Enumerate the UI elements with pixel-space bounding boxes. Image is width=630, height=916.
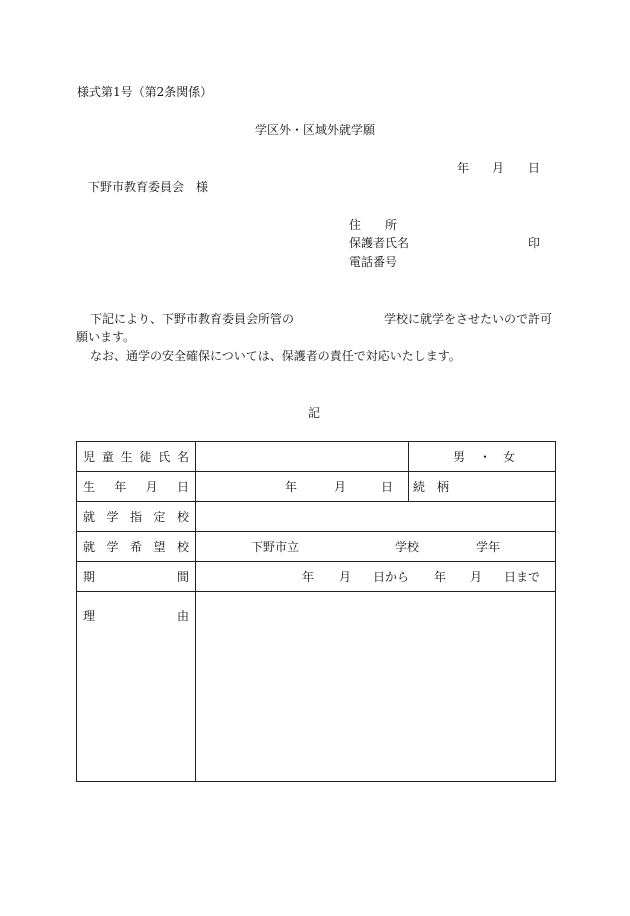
row-divider — [77, 471, 555, 472]
row-divider — [77, 561, 555, 562]
birth-year: 年 — [285, 480, 298, 494]
gender-female: 女 — [503, 450, 516, 464]
guardian-name-label: 保護者氏名 — [349, 236, 410, 250]
relation-label: 続 柄 — [413, 480, 450, 494]
body-line1-b: 学校に就学をさせたいので許可 — [384, 312, 553, 326]
period-to-month: 月 — [470, 570, 483, 584]
addressee: 下野市教育委員会 様 — [88, 180, 209, 194]
birth-day: 日 — [381, 480, 394, 494]
birth-label: 生 年 月 日 — [83, 480, 189, 494]
date-day: 日 — [528, 161, 541, 175]
address-label: 住 所 — [349, 218, 398, 232]
gender-separator: ・ — [479, 450, 492, 464]
desired-school-suffix: 学校 — [395, 540, 420, 554]
application-table — [76, 441, 556, 782]
phone-label: 電話番号 — [349, 255, 398, 269]
period-label: 期 間 — [83, 570, 189, 584]
period-from-day: 日から — [373, 570, 410, 584]
body-line1-a: 下記により、下野市教育委員会所管の — [90, 312, 295, 326]
ki-heading: 記 — [308, 406, 321, 420]
seal-mark: 印 — [528, 236, 541, 250]
date-month: 月 — [492, 161, 505, 175]
column-divider — [408, 442, 409, 501]
body-line3: なお、通学の安全確保については、保護者の責任で対応いたします。 — [90, 349, 461, 363]
birth-month: 月 — [334, 480, 347, 494]
designated-school-label: 就 学 指 定 校 — [83, 510, 189, 524]
period-to-day: 日まで — [504, 570, 541, 584]
document-title: 学区外・区域外就学願 — [254, 123, 375, 137]
period-to-year: 年 — [434, 570, 447, 584]
period-from-month: 月 — [339, 570, 352, 584]
date-year: 年 — [457, 161, 470, 175]
desired-city: 下野市立 — [251, 540, 300, 554]
body-line2: 願います。 — [76, 330, 136, 344]
row-divider — [77, 501, 555, 502]
form-number: 様式第1号（第2条関係） — [77, 85, 213, 99]
desired-grade: 学年 — [476, 540, 501, 554]
gender-male: 男 — [453, 450, 466, 464]
reason-label: 理 由 — [83, 609, 189, 623]
column-divider — [195, 442, 196, 781]
desired-school-label: 就 学 希 望 校 — [83, 540, 189, 554]
row-divider — [77, 531, 555, 532]
name-label: 児 童 生 徒 氏 名 — [83, 450, 189, 464]
period-from-year: 年 — [302, 570, 315, 584]
row-divider — [77, 591, 555, 592]
